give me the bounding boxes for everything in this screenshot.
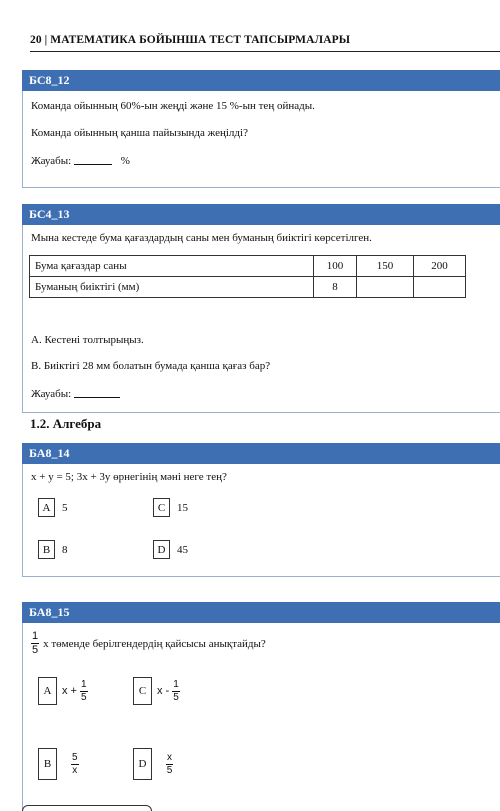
table-cell-label: Бума қағаздар саны: [30, 256, 314, 277]
task-bs8-12: [22, 70, 500, 188]
task-body: [22, 464, 500, 577]
question-text: $\frac{1}{5}$ x төменде берілгендердің қайсысы анықтайды?: [32, 630, 266, 656]
option-text: 5: [62, 501, 68, 514]
option-b[interactable]: [38, 748, 79, 780]
task-code-bar: БА8_15: [22, 602, 500, 623]
page-header: [30, 30, 500, 52]
answer-label: Жауабы:: [31, 155, 72, 167]
question-part-b: В. Биіктігі 28 мм болатын бумада қанша қағаз бар?: [31, 360, 271, 372]
option-d[interactable]: [133, 748, 173, 780]
option-letter: D: [133, 748, 152, 780]
answer-blank[interactable]: [74, 387, 120, 398]
question-text: x + y = 5; 3x + 3y өрнегінің мәні неге тең?: [31, 471, 227, 483]
option-text: 45: [177, 543, 188, 556]
option-letter: D: [153, 540, 170, 559]
task-body: [22, 623, 500, 811]
option-c[interactable]: [153, 498, 188, 517]
task-ba8-14: [22, 443, 500, 577]
table-cell: 100: [314, 256, 357, 277]
option-text: 8: [62, 543, 68, 556]
table-cell-empty[interactable]: [357, 277, 414, 298]
option-c[interactable]: [133, 677, 180, 705]
task-code-bar: БА8_14: [22, 443, 500, 464]
option-letter: A: [38, 498, 55, 517]
answer-line: [31, 387, 120, 400]
question-line: Команда ойынның 60%-ын жеңді және 15 %-ын тең ойнады.: [31, 100, 315, 112]
answer-unit: %: [120, 155, 130, 167]
option-letter: B: [38, 748, 57, 780]
table-cell: 8: [314, 277, 357, 298]
task-code-bar: БС8_12: [22, 70, 500, 91]
answer-line: [31, 154, 130, 167]
option-expression: $\frac{5}{x}$: [72, 751, 78, 776]
cut-off-shape: [22, 805, 152, 811]
option-expression: x + $\frac{1}{5}$: [62, 678, 87, 703]
option-a[interactable]: [38, 677, 88, 705]
answer-blank[interactable]: [74, 154, 112, 165]
table-row: [30, 256, 466, 277]
data-table: [29, 255, 466, 298]
table-cell: 200: [414, 256, 466, 277]
task-code-bar: БС4_13: [22, 204, 500, 225]
option-expression: x - $\frac{1}{5}$: [157, 678, 179, 703]
option-text: 15: [177, 501, 188, 514]
option-letter: C: [153, 498, 170, 517]
answer-label: Жауабы:: [31, 388, 72, 400]
question-fraction: $\frac{1}{5}$: [32, 630, 39, 656]
task-ba8-15: [22, 602, 500, 811]
task-body: [22, 225, 500, 413]
table-cell-empty[interactable]: [414, 277, 466, 298]
page-title: 20 | МАТЕМАТИКА БОЙЫНША ТЕСТ ТАПСЫРМАЛАРЫ: [30, 34, 351, 46]
option-letter: B: [38, 540, 55, 559]
option-a[interactable]: [38, 498, 68, 517]
question-part-a: А. Кестені толтырыңыз.: [31, 334, 144, 346]
section-title: 1.2. Алгебра: [30, 416, 102, 431]
task-body: [22, 91, 500, 188]
task-bs4-13: [22, 204, 500, 413]
question-intro: Мына кестеде бума қағаздардың саны мен буманың биіктігі көрсетілген.: [31, 232, 372, 244]
option-letter: C: [133, 677, 152, 705]
option-letter: A: [38, 677, 57, 705]
table-cell: 150: [357, 256, 414, 277]
table-row: [30, 277, 466, 298]
option-d[interactable]: [153, 540, 188, 559]
question-line: Команда ойынның қанша пайызында жеңілді?: [31, 127, 248, 139]
option-expression: $\frac{x}{5}$: [166, 751, 173, 776]
table-cell-label: Буманың биіктігі (мм): [30, 277, 314, 298]
option-b[interactable]: [38, 540, 68, 559]
